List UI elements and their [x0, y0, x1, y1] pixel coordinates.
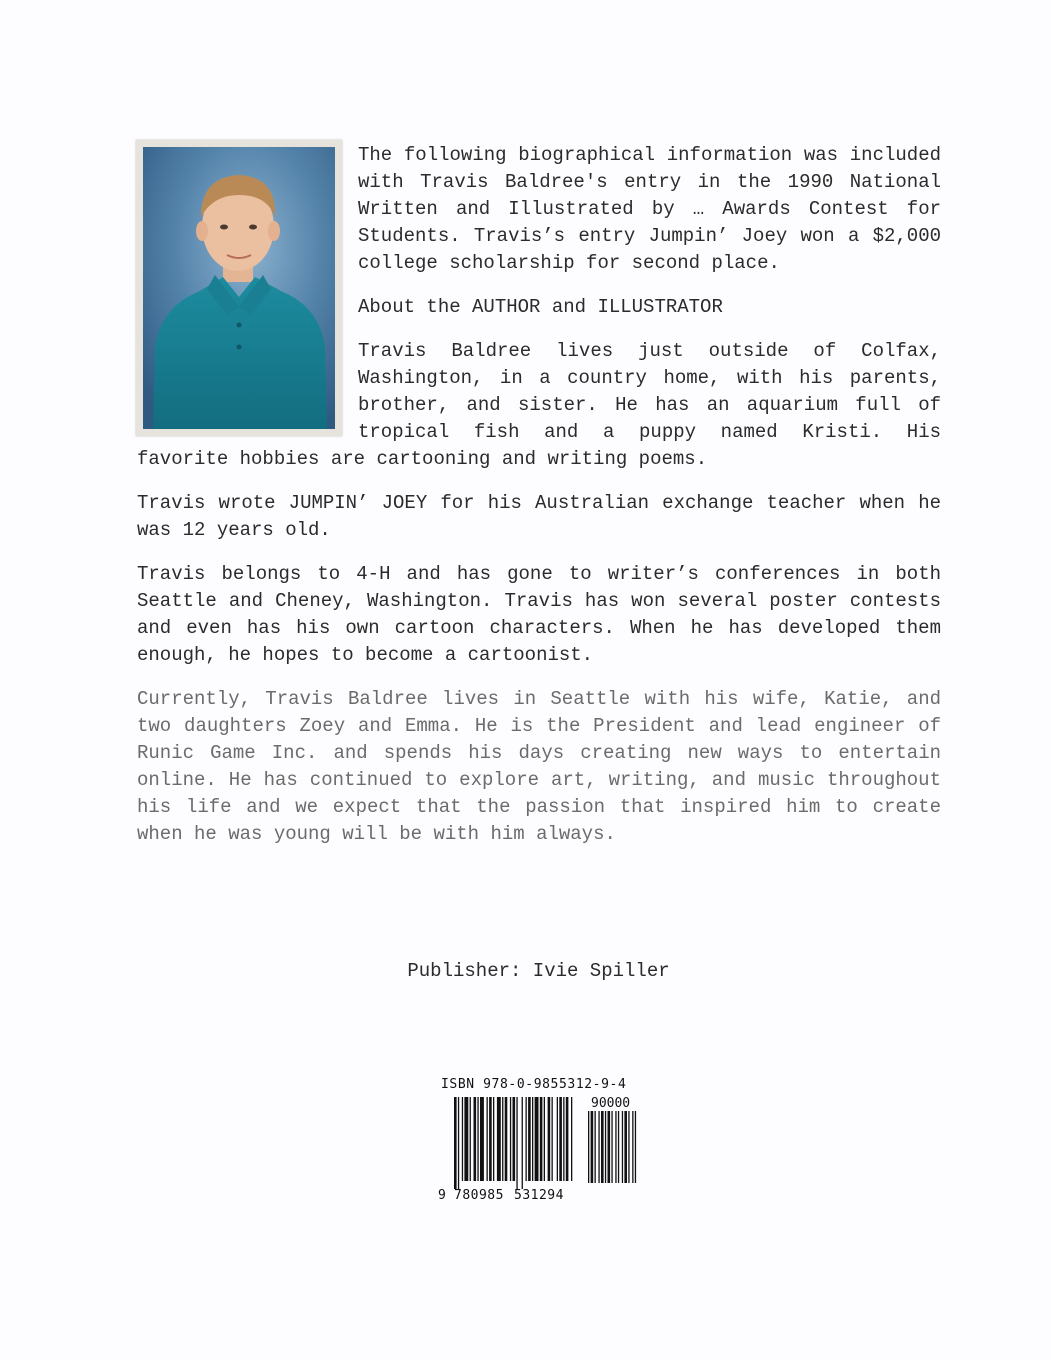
addon-barcode-bar — [611, 1111, 612, 1183]
barcode-bar — [502, 1097, 503, 1181]
barcode-bar — [526, 1097, 527, 1181]
barcode-bar — [528, 1097, 531, 1181]
intro-paragraph: The following biographical information was included with Travis Baldree's entry in the 1990 National Written and Illustrated by … Awards Contest for Students. Travis’s entry Jumpin’ Joey won a $2,000 college scholarship for second place. — [358, 144, 941, 274]
barcode-bar — [505, 1097, 508, 1181]
bio-paragraph-4: Currently, Travis Baldree lives in Seattle with his wife, Katie, and two daughters Zoey and Emma. He is the President and lead engineer of Runic Game Inc. and spends his days creating new ways to entertain online. He has continued to explore art, writing, and music throughout his life and we expect that the passion that inspired him to create when he was young will be with him always. — [137, 688, 941, 845]
addon-barcode-bar — [635, 1111, 636, 1183]
barcode-bar — [571, 1097, 572, 1181]
barcode-bar — [454, 1097, 457, 1189]
addon-barcode-bar — [628, 1111, 629, 1183]
barcode-bar — [557, 1097, 558, 1181]
barcode-bar — [540, 1097, 543, 1181]
barcode-bar — [535, 1097, 539, 1181]
bio-paragraph-2: Travis wrote JUMPIN’ JOEY for his Australian exchange teacher when he was 12 years old. — [137, 492, 941, 541]
isbn-label: ISBN 978-0-9855312-9-4 — [441, 1077, 627, 1092]
barcode-bar — [493, 1097, 494, 1181]
addon-barcode-bar — [598, 1111, 599, 1183]
addon-barcode-bar — [624, 1111, 627, 1183]
barcode-lead-digit: 9 — [438, 1188, 446, 1203]
bio-paragraph-1: Travis Baldree lives just outside of Colfax, Washington, in a country home, with his parents, brother, and sister. He has an aquarium full of tropical fish and a puppy named Kristi. His favorite hobbies are cartooning and writing poems. — [137, 340, 941, 470]
barcode-bar — [548, 1097, 551, 1181]
barcode-bar — [513, 1097, 516, 1181]
isbn-barcode — [438, 1093, 652, 1203]
barcode-bar — [516, 1097, 517, 1189]
publisher-line: Publisher: Ivie Spiller — [407, 960, 670, 982]
barcode-bar — [566, 1097, 569, 1181]
addon-barcode-bars — [588, 1111, 636, 1183]
barcode-bar — [544, 1097, 545, 1181]
biography-text — [137, 142, 941, 865]
photo-spacer — [137, 142, 358, 440]
addon-barcode-bar — [605, 1111, 606, 1183]
barcode-bar — [522, 1097, 523, 1189]
barcode-bar — [497, 1097, 501, 1181]
barcode-bar — [477, 1097, 478, 1181]
addon-barcode-bar — [632, 1111, 633, 1183]
addon-barcode-bar — [588, 1111, 589, 1183]
addon-barcode-bar — [615, 1111, 616, 1183]
barcode-bar — [532, 1097, 533, 1181]
barcode-bar — [563, 1097, 564, 1181]
barcode-bar — [462, 1097, 463, 1181]
addon-barcode-bar — [608, 1111, 611, 1183]
addon-barcode-bar — [618, 1111, 619, 1183]
barcode-bar — [470, 1097, 471, 1181]
bio-paragraph-3: Travis belongs to 4-H and has gone to writer’s conferences in both Seattle and Cheney, Washington. Travis has won several poster contests and even has his own cartoon characters. When he has developed them enough, he hopes to become a cartoonist. — [137, 563, 941, 666]
barcode-left-digits: 780985 — [454, 1188, 504, 1203]
addon-digits: 90000 — [591, 1096, 631, 1111]
barcode-bar — [489, 1097, 492, 1181]
barcode-bar — [559, 1097, 562, 1181]
addon-barcode-bar — [622, 1111, 623, 1183]
barcode-bar — [474, 1097, 477, 1181]
addon-barcode-bar — [595, 1111, 596, 1183]
barcode-bar — [458, 1097, 459, 1189]
addon-barcode-bar — [601, 1111, 604, 1183]
barcode-bar — [464, 1097, 468, 1181]
barcode-bars — [454, 1097, 572, 1189]
about-heading: About the AUTHOR and ILLUSTRATOR — [358, 296, 723, 318]
barcode-bar — [480, 1097, 484, 1181]
barcode-right-digits: 531294 — [514, 1188, 564, 1203]
barcode-bar — [552, 1097, 553, 1181]
barcode-bar — [510, 1097, 511, 1181]
barcode-bar — [487, 1097, 488, 1181]
addon-barcode-bar — [591, 1111, 594, 1183]
